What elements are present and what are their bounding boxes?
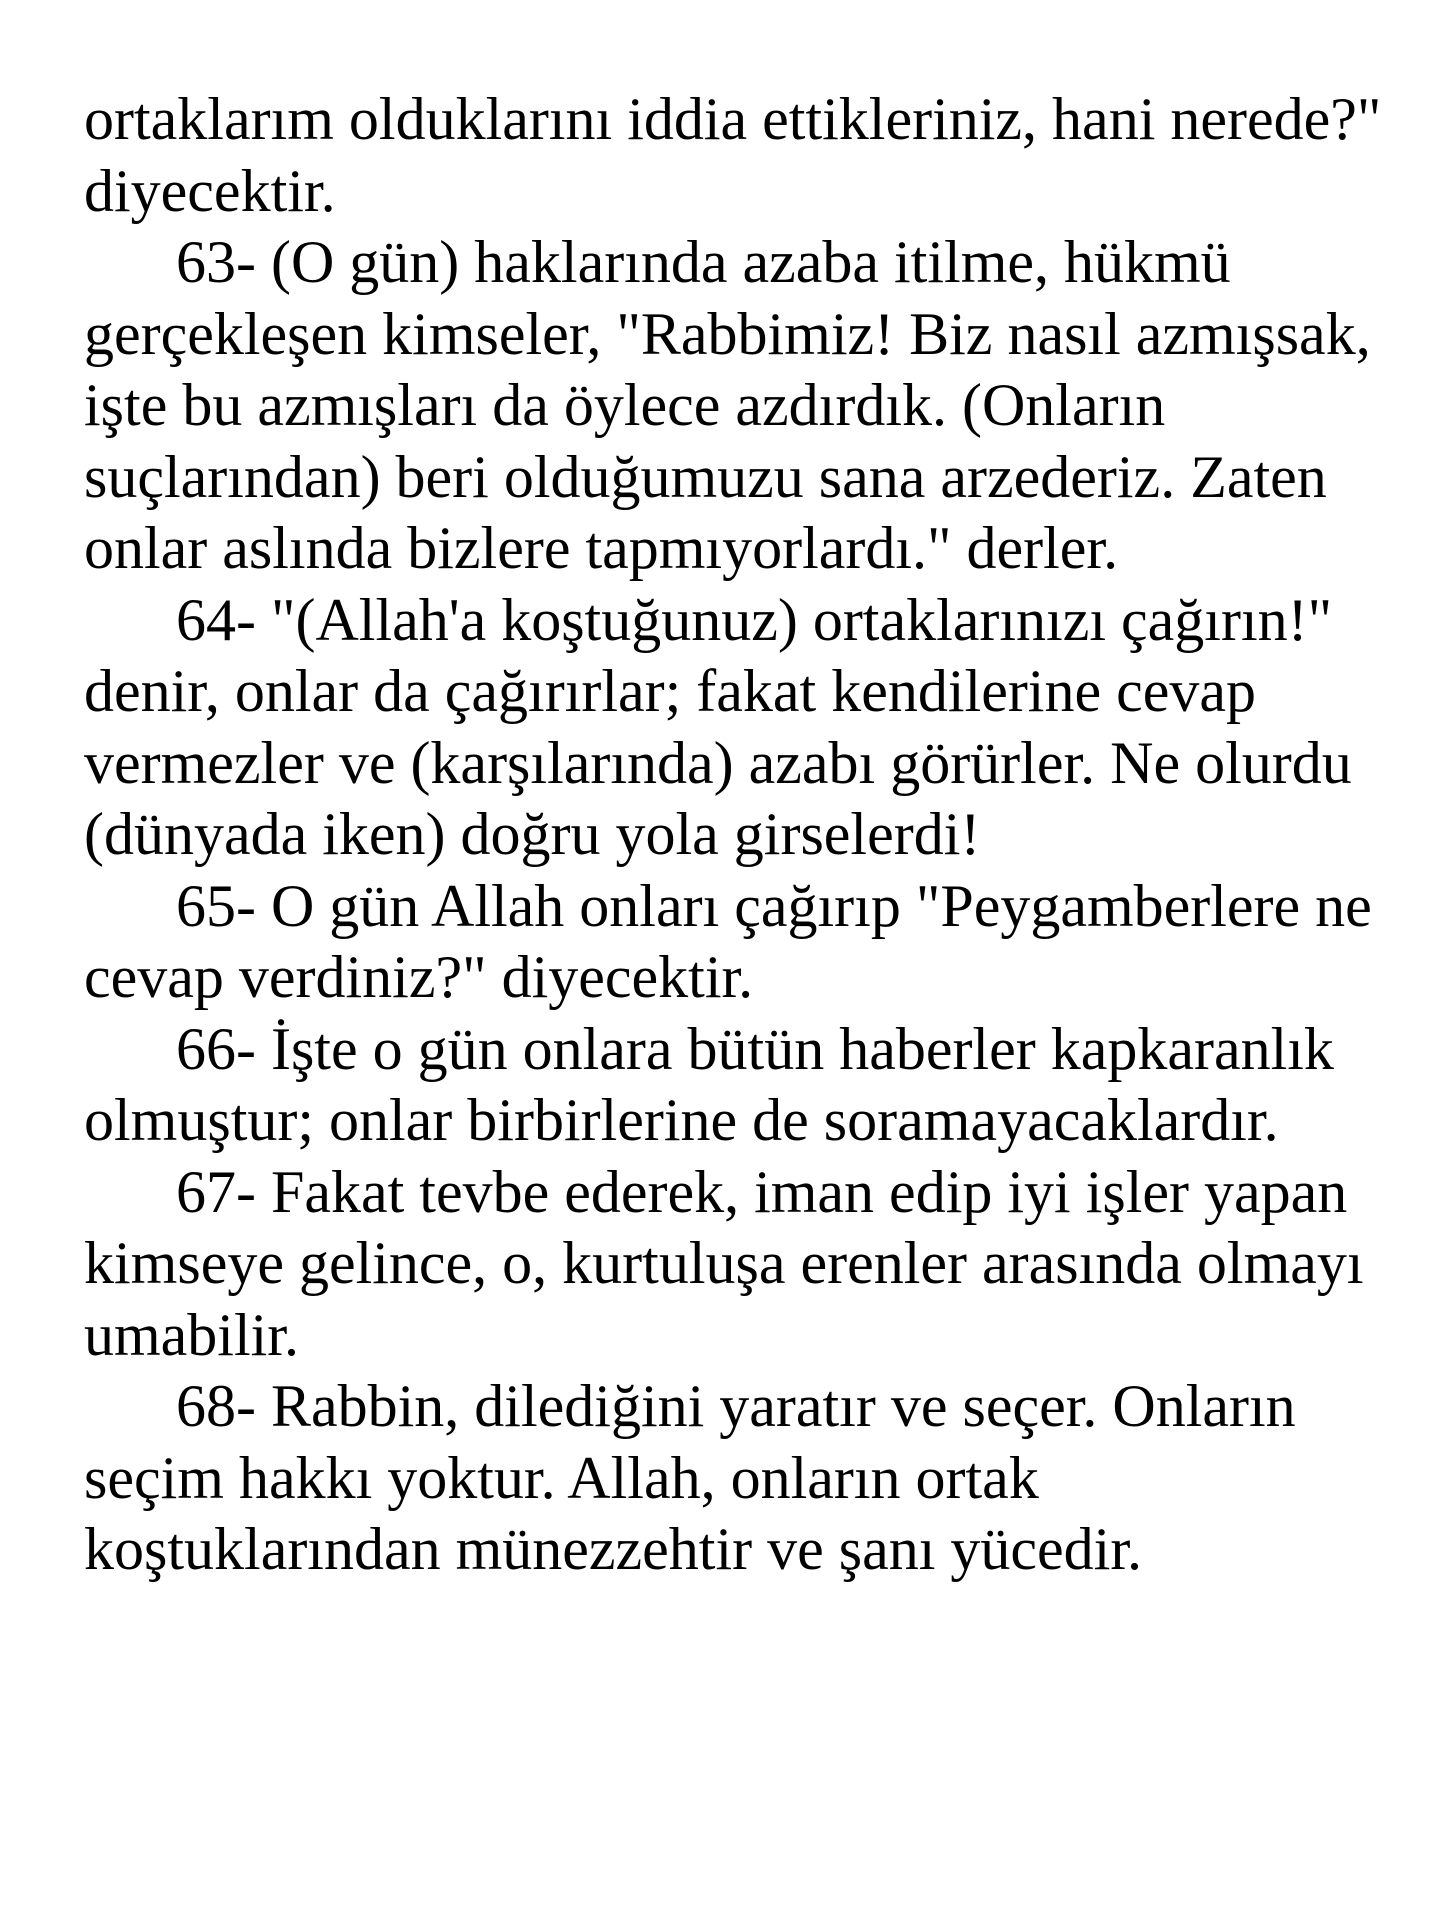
paragraph-verse-68: 68- Rabbin, dilediğini yaratır ve seçer. Onların seçim hakkı yoktur. Allah, onların ortak koştuklarından münezzehtir ve şanı yücedir. <box>84 1373 1296 1582</box>
paragraph-verse-65: 65- O gün Allah onları çağırıp "Peygamberlere ne cevap verdiniz?" diyecektir. <box>84 872 1372 1010</box>
paragraph-verse-67: 67- Fakat tevbe ederek, iman edip iyi işler yapan kimseye gelince, o, kurtuluşa erenler arasında olmayı umabilir. <box>84 1158 1364 1368</box>
paragraph-verse-63: 63- (O gün) haklarında azaba itilme, hükmü gerçekleşen kimseler, "Rabbimiz! Biz nasıl azmışsak, işte bu azmışları da öylece azdırdık. (Onların suçlarından) beri olduğumuzu sana arzederiz. Zaten onlar aslında bizlere tapmıyorlardı." derler. <box>84 229 1371 581</box>
paragraph-verse-64: 64- "(Allah'a koştuğunuz) ortaklarınızı çağırın!" denir, onlar da çağırırlar; fakat kendilerine cevap vermezler ve (karşılarında) azabı görürler. Ne olurdu (dünyada iken) doğru yola girselerdi! <box>84 586 1352 867</box>
document-page <box>84 84 1384 1586</box>
paragraph-continuation: ortaklarım olduklarını iddia ettikleriniz, hani nerede?" diyecektir. <box>84 86 1382 224</box>
paragraph-verse-66: 66- İşte o gün onlara bütün haberler kapkaranlık olmuştur; onlar birbirlerine de soramayacaklardır. <box>84 1015 1334 1153</box>
